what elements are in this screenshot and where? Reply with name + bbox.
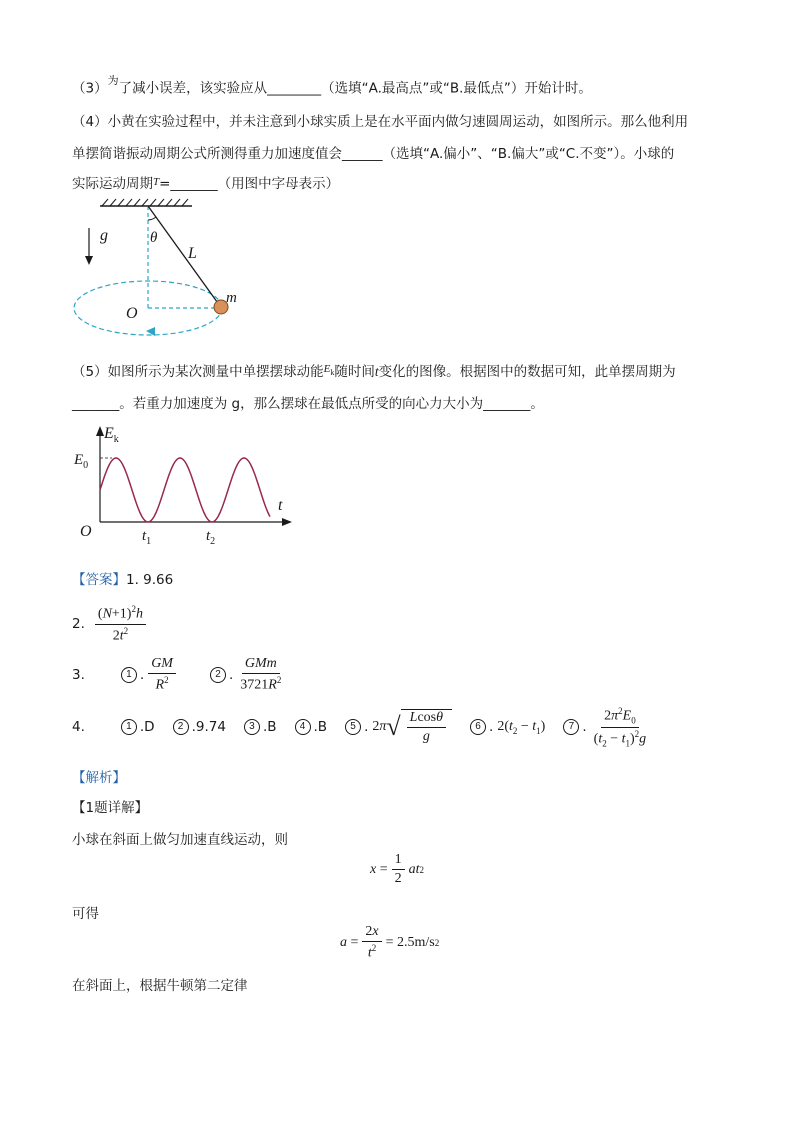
answer-3-item-1: 1 . $\frac{GM}{R^2}$ bbox=[121, 656, 180, 694]
answer-4-item-3: 3 .B bbox=[244, 719, 277, 735]
conical-pendulum-figure bbox=[60, 190, 280, 350]
q5-Ek: E bbox=[323, 363, 331, 375]
answer-2 bbox=[72, 604, 150, 645]
g-label: g bbox=[100, 227, 108, 244]
gravity-arrow-head bbox=[85, 256, 93, 265]
answer-4-item-1: 1 .D bbox=[121, 719, 155, 735]
equation-a: a = $\frac{2x}{t^2}$ = 2.5m/s 2 bbox=[340, 924, 440, 961]
pendulum-string bbox=[148, 206, 220, 306]
q5-Ek-sub: k bbox=[330, 368, 335, 378]
theta-arc bbox=[148, 217, 156, 220]
answer-1: 1. 9.66 bbox=[126, 572, 174, 588]
question-5-line2: _______。若重力加速度为 g，那么摆球在最低点所受的向心力大小为_______。 bbox=[72, 396, 544, 412]
answer-label: 【答案】 bbox=[72, 572, 126, 588]
equation-a-result: = 2.5m/s bbox=[385, 934, 435, 950]
t1-label: $t_1$ bbox=[142, 528, 152, 547]
q3-prefix: （3） bbox=[72, 80, 108, 97]
answer-2-number: 2. bbox=[72, 616, 85, 633]
q4-T-symbol: T bbox=[153, 176, 160, 188]
ek-curve-series bbox=[100, 458, 270, 522]
analysis-paragraph-2: 可得 bbox=[72, 906, 99, 922]
answer-2-formula: $\frac{(N+1)^2h}{2t^2}$ bbox=[95, 604, 146, 645]
m-label: m bbox=[226, 290, 237, 306]
q3-text: 了减小误差，该实验应从________（选填“A.最高点”或“B.最低点”）开始计时。 bbox=[118, 80, 592, 97]
x-axis-arrow bbox=[282, 518, 292, 526]
question-4-line1: （4）小黄在实验过程中，并未注意到小球实质上是在水平面内做匀速圆周运动，如图所示。那么他利用 bbox=[72, 114, 689, 130]
q3-pre-icon: 为 bbox=[107, 74, 119, 87]
answer-4-item-2: 2 .9.74 bbox=[173, 719, 226, 735]
answer-3 bbox=[72, 656, 288, 694]
answer-4 bbox=[72, 706, 653, 749]
answer-4-item-4: 4 .B bbox=[295, 719, 328, 735]
analysis-label: 【解析】 bbox=[72, 770, 126, 786]
q5-line1-post: 变化的图像。根据图中的数据可知，此单摆周期为 bbox=[378, 364, 676, 380]
L-label: L bbox=[188, 245, 197, 262]
x-axis-label: t bbox=[278, 497, 283, 514]
y-axis-label: $E_k$ bbox=[104, 425, 119, 445]
answer-4-number: 4. bbox=[72, 719, 85, 736]
theta-label: θ bbox=[150, 230, 158, 246]
ek-time-graph bbox=[70, 418, 300, 558]
analysis-paragraph-1: 小球在斜面上做匀加速直线运动，则 bbox=[72, 832, 288, 848]
t2-label: $t_2$ bbox=[206, 528, 216, 547]
O-label: O bbox=[126, 305, 138, 322]
answer-line-1 bbox=[72, 568, 173, 588]
q4-line3-pre: 实际运动周期 bbox=[72, 176, 153, 192]
equation-x: x = $\frac{1}{2}$ at 2 bbox=[370, 852, 425, 887]
question-3 bbox=[72, 75, 592, 97]
answer-3-item-2: 2 . $\frac{\text{GMm}}{3721R^2}$ bbox=[210, 656, 288, 694]
q5-t: t bbox=[374, 364, 379, 379]
E0-tick-label: $E_0$ bbox=[74, 452, 89, 471]
answer-4-item-6: 6 . $2(t_2 - t_1)$ bbox=[470, 719, 545, 736]
question-4-line2: 单摆简谐振动周期公式所测得重力加速度值会______（选填“A.偏小”、“B.偏大”或“C.不变”）。小球的 bbox=[72, 146, 675, 162]
question-5-line1 bbox=[72, 360, 676, 381]
q5-line1-pre: （5）如图所示为某次测量中单摆摆球动能 bbox=[72, 364, 324, 380]
answer-4-item-7: 7 . $\frac{2\pi^2E_0}{(t_2 - t_1)^2g}$ bbox=[563, 706, 653, 749]
ceiling-hatch bbox=[102, 199, 188, 206]
analysis-paragraph-3: 在斜面上，根据牛顿第二定律 bbox=[72, 978, 248, 994]
analysis-subsection-1: 【1题详解】 bbox=[72, 800, 149, 816]
answer-4-item-5: 5 . 2π √ $\frac{Lcos\theta}{g}$ bbox=[345, 709, 452, 745]
question-4-line3 bbox=[72, 172, 339, 192]
q4-line3-post: =_______（用图中字母表示） bbox=[159, 176, 340, 192]
origin-label: O bbox=[80, 523, 92, 540]
q5-line1-mid: 随时间 bbox=[334, 364, 375, 380]
y-axis-arrow bbox=[96, 426, 104, 436]
answer-3-number: 3. bbox=[72, 666, 85, 683]
